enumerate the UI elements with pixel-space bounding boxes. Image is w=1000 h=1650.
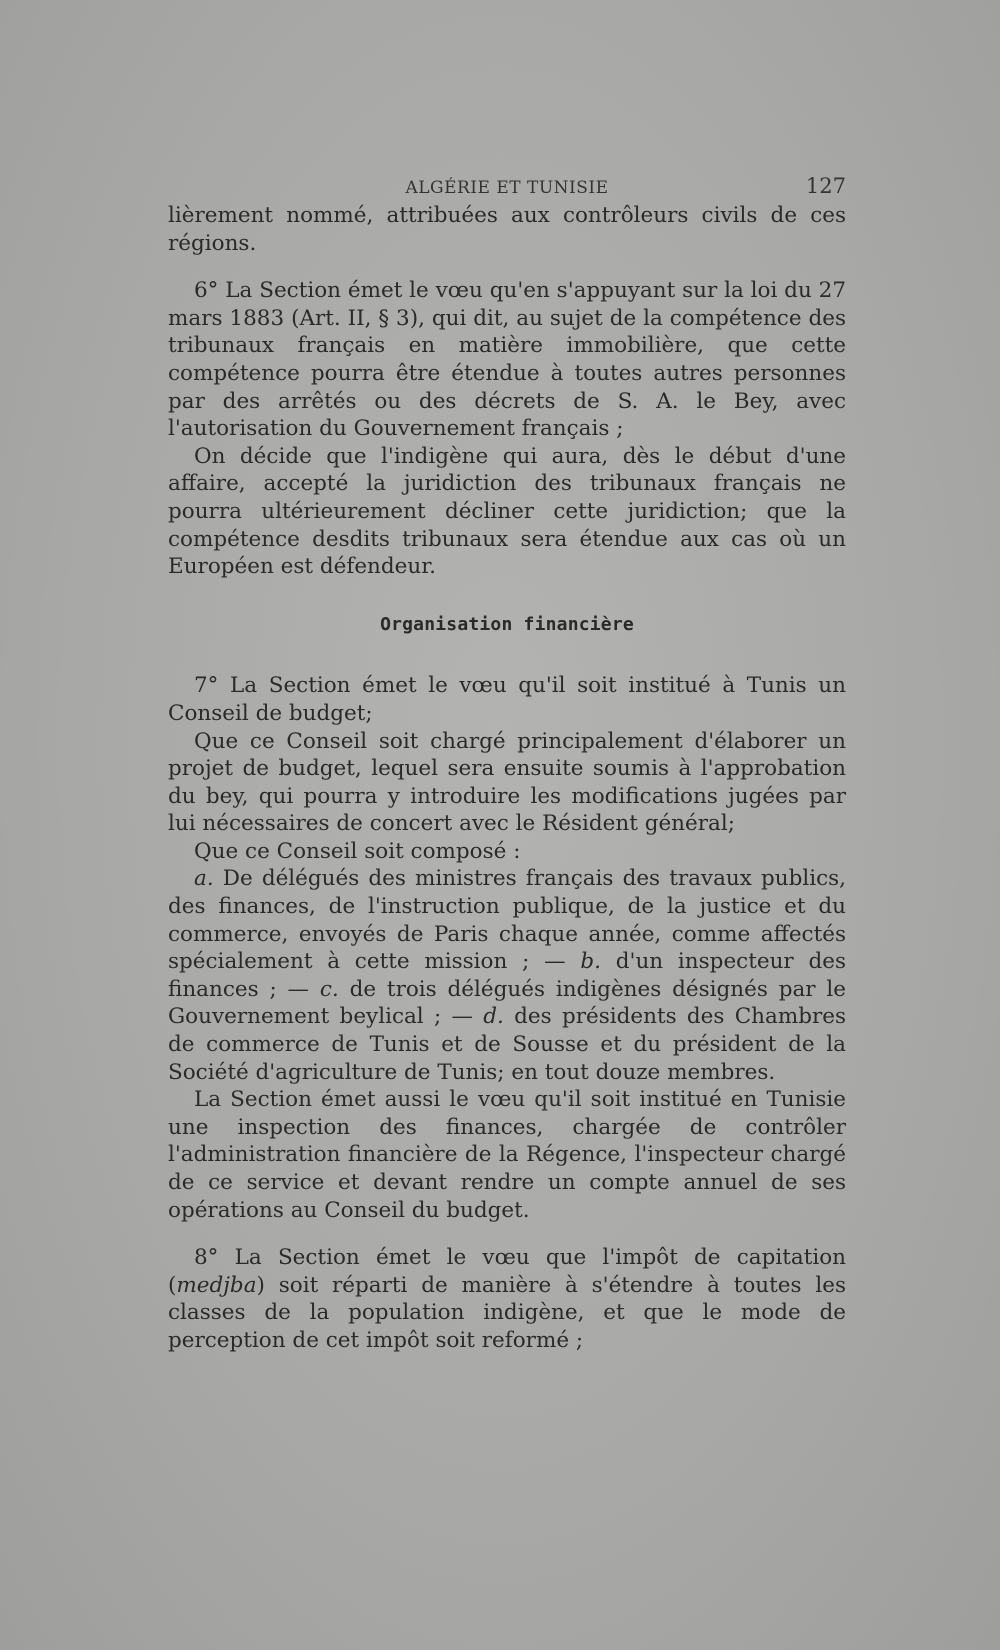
item-letter-b: b.: [580, 949, 602, 975]
item-letter-d: d.: [483, 1004, 504, 1030]
members-text-1: De délégués des ministres français des travaux publics, des finances, de l'instruction publique, de la justice et du commerce, envoyés de Paris chaque année, comme affectés spécialement à cette mission ; —: [168, 866, 846, 975]
paragraph-gap: [168, 1224, 846, 1244]
paragraph-6: 6° La Section émet le vœu qu'en s'appuyant sur la loi du 27 mars 1883 (Art. II, § 3), qui dit, au sujet de la compétence des tribunaux français en matière immobilière, que cette compétence pourra être étendue à toutes autres personnes par des arrêtés ou des décrets de S. A. le Bey, avec l'autorisation du Gouvernement français ;: [168, 278, 846, 442]
running-title: ALGÉRIE ET TUNISIE: [405, 178, 609, 198]
section-title: Organisation financière: [380, 613, 634, 635]
item-letter-a: a.: [194, 866, 214, 892]
members-text-2: d'un inspecteur des finances ; —: [168, 949, 846, 1002]
p8-text-1: 8° La Section émet le vœu que l'impôt de capitation (: [168, 1245, 846, 1298]
term-medjba: medjba: [176, 1272, 257, 1298]
paragraph-7: 7° La Section émet le vœu qu'il soit institué à Tunis un Conseil de budget;: [168, 673, 846, 726]
paragraph-continuation: lièrement nommé, attribuées aux contrôleurs civils de ces régions.: [168, 203, 846, 256]
page-number: 127: [805, 174, 846, 198]
members-text-3: de trois délégués indigènes désignés par le Gouvernement beylical ; —: [168, 976, 846, 1030]
paragraph-8: [168, 1244, 846, 1354]
paragraph-7-composition: Que ce Conseil soit composé :: [194, 838, 521, 864]
book-page: [168, 172, 846, 1355]
members-text-4: des présidents des Chambres de commerce de Tunis et de Sousse et du président de la Société d'agriculture de Tunis; en tout douze membres.: [168, 1004, 847, 1085]
body-text: [168, 202, 846, 1355]
running-head: [168, 172, 846, 202]
paragraph-gap: [168, 257, 846, 277]
paragraph-7-budget: Que ce Conseil soit chargé principalement d'élaborer un projet de budget, lequel sera ensuite soumis à l'approbation du bey, qui pourra y introduire les modifications jugées par lui nécessaires de concert avec le Résident général;: [168, 728, 846, 837]
paragraph-7-inspection: La Section émet aussi le vœu qu'il soit institué en Tunisie une inspection des finances, chargée de contrôler l'administration financière de la Régence, l'inspecteur chargé de ce service et devant rendre un compte annuel de ses opérations au Conseil du budget.: [168, 1087, 846, 1223]
item-letter-c: c.: [319, 976, 339, 1002]
paragraph-7-members: [168, 865, 846, 1086]
p8-text-2: ) soit réparti de manière à s'étendre à toutes les classes de la population indigène, et que le mode de perception de cet impôt soit reformé ;: [168, 1272, 846, 1353]
paragraph-6-decision: On décide que l'indigène qui aura, dès le début d'une affaire, accepté la juridiction des tribunaux français ne pourra ultérieurement décliner cette juridiction; que la compétence desdits tribunaux sera étendue aux cas où un Européen est défendeur.: [168, 443, 846, 580]
